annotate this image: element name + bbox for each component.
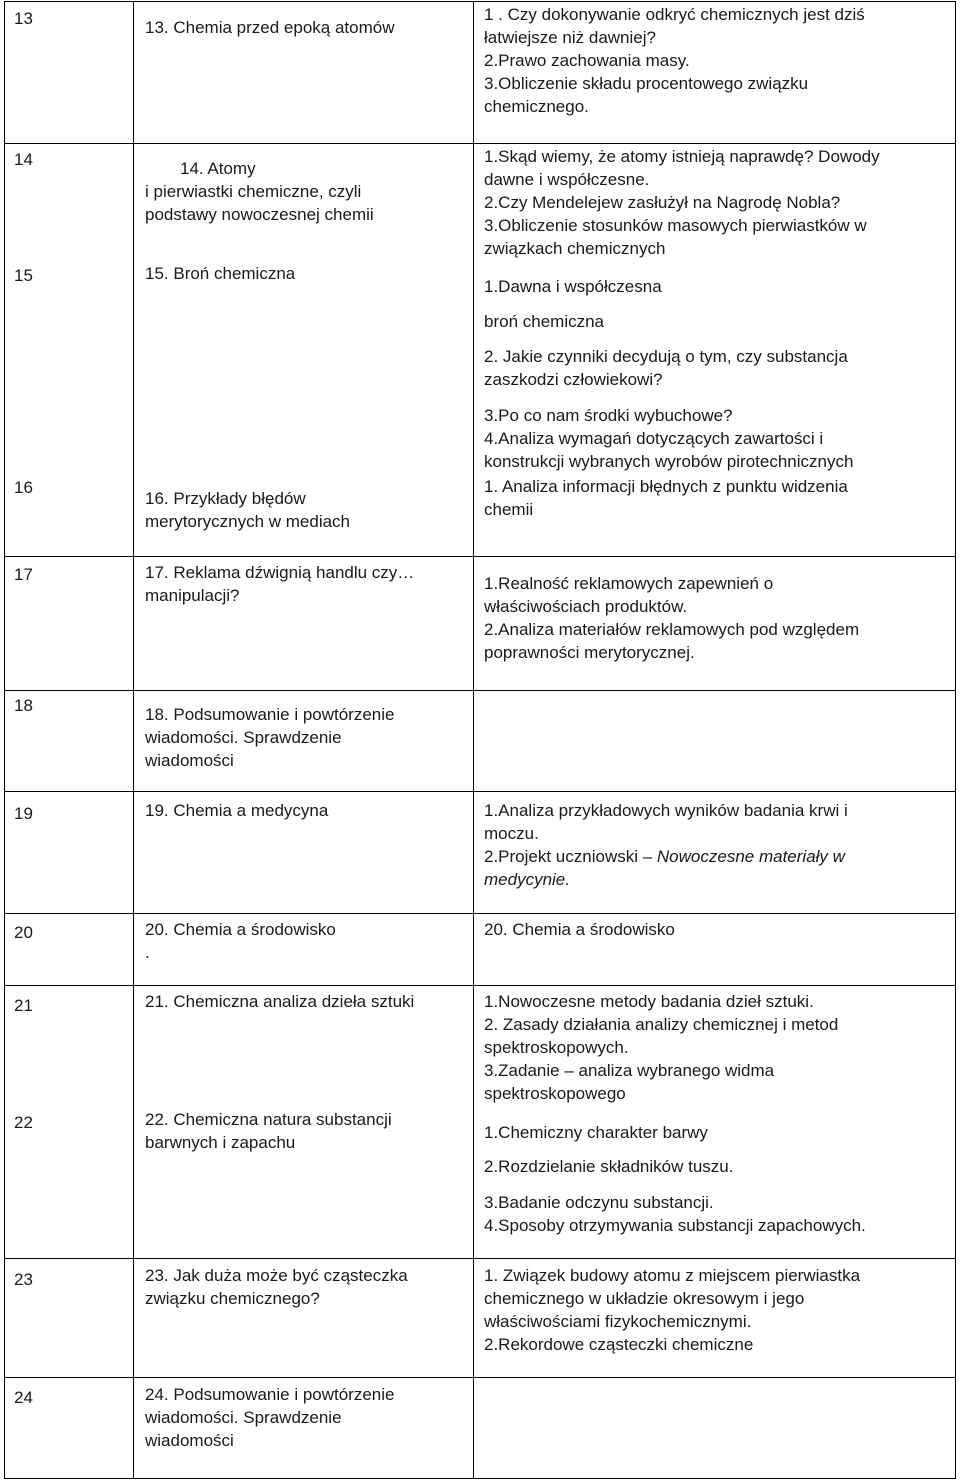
lesson-content (484, 1121, 954, 1144)
lesson-content (484, 475, 954, 521)
lesson-number: 22 (14, 1113, 33, 1132)
topic-line: 19. Chemia a medycyna (145, 801, 329, 820)
topic-line: 21. Chemiczna analiza dzieła sztuki (145, 992, 415, 1011)
content-line: 1.Skąd wiemy, że atomy istnieją naprawdę? Dowody (484, 147, 880, 166)
lesson-topic (145, 990, 460, 1013)
lesson-content (484, 990, 954, 1105)
content-line: 3.Obliczenie stosunków masowych pierwiastków w (484, 216, 867, 235)
topic-line: wiadomości (145, 1431, 234, 1450)
row-divider (4, 1258, 955, 1259)
lesson-content (484, 1155, 954, 1178)
topic-line: 20. Chemia a środowisko (145, 920, 336, 939)
lesson-number: 23 (14, 1270, 33, 1289)
row-divider (4, 913, 955, 914)
lesson-content (484, 1191, 954, 1237)
content-line: dawne i współczesne. (484, 170, 650, 189)
topic-line: i pierwiastki chemiczne, czyli (145, 182, 362, 201)
lesson-topic (145, 1264, 460, 1310)
row-divider (4, 143, 955, 144)
content-line: 2.Analiza materiałów reklamowych pod względem (484, 620, 860, 639)
table-border-top (4, 1, 955, 2)
lesson-content (484, 3, 954, 118)
lesson-topic (145, 157, 460, 226)
lesson-topic (145, 487, 460, 533)
lesson-number: 19 (14, 804, 33, 823)
topic-line: manipulacji? (145, 586, 240, 605)
lesson-topic (145, 703, 460, 772)
content-line: 4.Analiza wymagań dotyczących zawartości i (484, 429, 824, 448)
topic-line: 14. Atomy (180, 159, 256, 178)
content-line: właściwościami fizykochemicznymi. (484, 1312, 752, 1331)
content-line: 1.Nowoczesne metody badania dzieł sztuki. (484, 992, 814, 1011)
lesson-number: 17 (14, 565, 33, 584)
topic-line: 22. Chemiczna natura substancji (145, 1110, 392, 1129)
content-line: 1.Dawna i współczesna (484, 277, 662, 296)
content-line: 3.Zadanie – analiza wybranego widma (484, 1061, 775, 1080)
content-line (484, 845, 954, 868)
lesson-content (484, 310, 954, 333)
table-border-bottom (4, 1478, 955, 1479)
lesson-content (484, 345, 954, 391)
column-divider (133, 1, 134, 1479)
content-line: 1.Analiza przykładowych wyników badania krwi i (484, 801, 848, 820)
lesson-content (484, 275, 954, 298)
content-line: chemicznego. (484, 97, 589, 116)
lesson-topic (145, 1108, 460, 1154)
topic-line: merytorycznych w mediach (145, 512, 351, 531)
content-line: 1. Analiza informacji błędnych z punktu widzenia (484, 477, 848, 496)
content-line: 3.Badanie odczynu substancji. (484, 1193, 714, 1212)
topic-line: wiadomości. Sprawdzenie (145, 1408, 342, 1427)
content-line: chemii (484, 500, 534, 519)
lesson-topic (145, 799, 460, 822)
topic-line: 13. Chemia przed epoką atomów (145, 18, 395, 37)
lesson-number: 24 (14, 1388, 33, 1407)
topic-line: 17. Reklama dźwignią handlu czy… (145, 563, 415, 582)
topic-line: 15. Broń chemiczna (145, 264, 296, 283)
lesson-content (484, 572, 954, 664)
topic-line: 18. Podsumowanie i powtórzenie (145, 705, 395, 724)
content-line: 3.Po co nam środki wybuchowe? (484, 406, 733, 425)
content-line: chemicznego w układzie okresowym i jego (484, 1289, 805, 1308)
topic-line: 23. Jak duża może być cząsteczka (145, 1266, 408, 1285)
row-divider (4, 791, 955, 792)
lesson-number: 18 (14, 696, 33, 715)
content-line: 1.Chemiczny charakter barwy (484, 1123, 708, 1142)
content-line: spektroskopowego (484, 1084, 626, 1103)
topic-line: związku chemicznego? (145, 1289, 320, 1308)
content-line: 1. Związek budowy atomu z miejscem pierwiastka (484, 1266, 861, 1285)
content-line: 3.Obliczenie składu procentowego związku (484, 74, 809, 93)
table-border-right (955, 1, 956, 1479)
content-line: 2.Prawo zachowania masy. (484, 51, 690, 70)
topic-line: . (145, 943, 150, 962)
lesson-number: 15 (14, 266, 33, 285)
content-line: zaszkodzi człowiekowi? (484, 370, 663, 389)
topic-line: 24. Podsumowanie i powtórzenie (145, 1385, 395, 1404)
lesson-content (484, 145, 954, 260)
lesson-content (484, 1264, 954, 1356)
content-line: 1.Realność reklamowych zapewnień o (484, 574, 774, 593)
content-line: moczu. (484, 824, 539, 843)
content-line: 1 . Czy dokonywanie odkryć chemicznych jest dziś (484, 5, 865, 24)
lesson-content (484, 799, 954, 891)
lesson-topic (145, 1383, 460, 1452)
row-divider (4, 985, 955, 986)
content-line: 2. Zasady działania analizy chemicznej i metod (484, 1015, 839, 1034)
project-title: medycynie. (484, 870, 570, 889)
content-line: 20. Chemia a środowisko (484, 920, 675, 939)
project-title: Nowoczesne materiały w (656, 847, 845, 866)
row-divider (4, 690, 955, 691)
content-line: łatwiejsze niż dawniej? (484, 28, 656, 47)
lesson-topic (145, 918, 460, 964)
lesson-content (484, 918, 954, 941)
content-line: 2.Rekordowe cząsteczki chemiczne (484, 1335, 754, 1354)
content-line: 2.Czy Mendelejew zasłużył na Nagrodę Nobla? (484, 193, 841, 212)
content-line: związkach chemicznych (484, 239, 666, 258)
content-line: konstrukcji wybranych wyrobów pirotechnicznych (484, 452, 854, 471)
lesson-number: 13 (14, 9, 33, 28)
content-line: poprawności merytorycznej. (484, 643, 695, 662)
lesson-content (484, 404, 954, 473)
topic-line: barwnych i zapachu (145, 1133, 296, 1152)
content-text: 2.Projekt uczniowski – (484, 847, 657, 866)
topic-line: wiadomości (145, 751, 234, 770)
content-line: spektroskopowych. (484, 1038, 629, 1057)
lesson-number: 20 (14, 923, 33, 942)
lesson-topic (145, 561, 460, 607)
row-divider (4, 1377, 955, 1378)
lesson-topic (145, 16, 460, 39)
content-line: 2. Jakie czynniki decydują o tym, czy substancja (484, 347, 848, 366)
lesson-number: 16 (14, 478, 33, 497)
column-divider (473, 1, 474, 1479)
content-line: właściwościach produktów. (484, 597, 688, 616)
lesson-number: 21 (14, 996, 33, 1015)
content-line: 2.Rozdzielanie składników tuszu. (484, 1157, 734, 1176)
content-line: 4.Sposoby otrzymywania substancji zapachowych. (484, 1216, 866, 1235)
content-line: broń chemiczna (484, 312, 605, 331)
table-border-left (4, 1, 5, 1479)
lesson-topic (145, 262, 460, 285)
topic-line: wiadomości. Sprawdzenie (145, 728, 342, 747)
row-divider (4, 556, 955, 557)
topic-line: podstawy nowoczesnej chemii (145, 205, 374, 224)
lesson-number: 14 (14, 150, 33, 169)
content-line (484, 868, 954, 891)
topic-line: 16. Przykłady błędów (145, 489, 306, 508)
